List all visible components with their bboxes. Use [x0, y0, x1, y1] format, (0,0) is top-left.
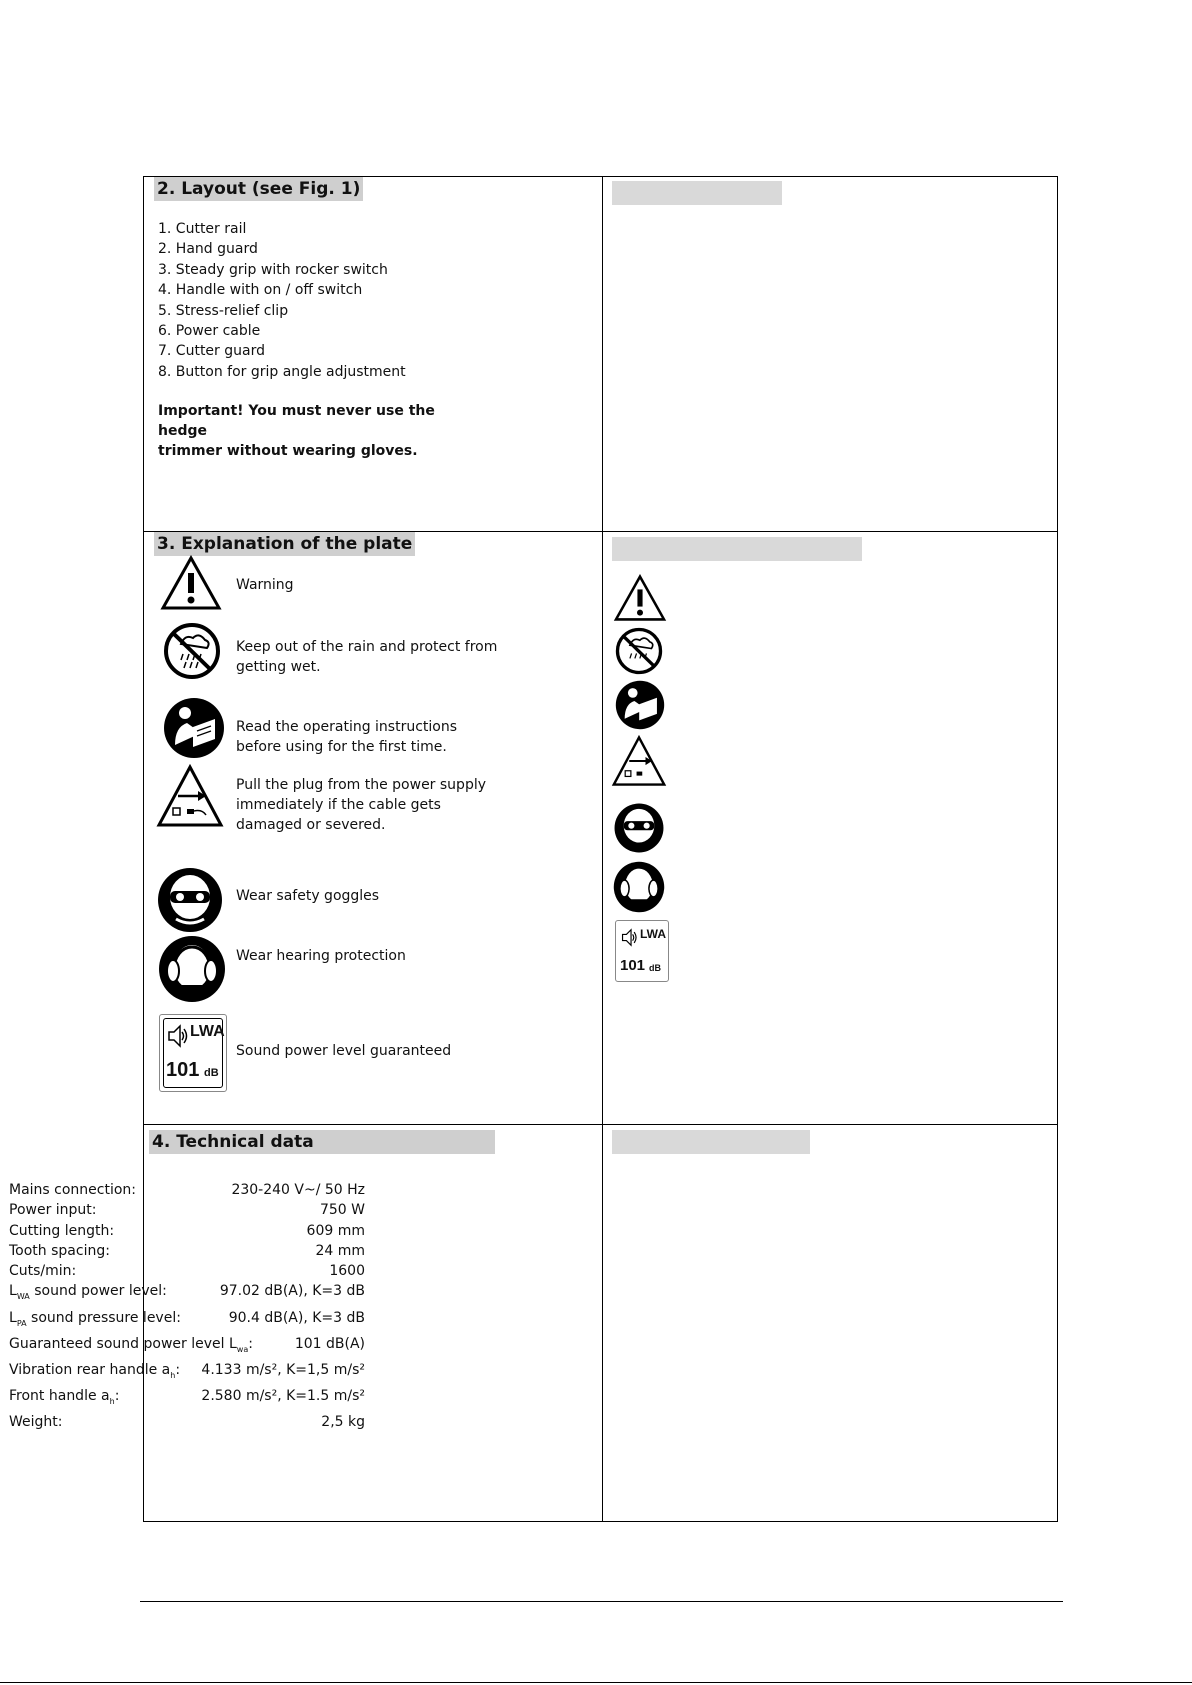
sound-level-badge — [159, 1014, 227, 1092]
tech-value: 101 dB(A) — [294, 1335, 365, 1352]
sound-label: Sound power level guaranteed — [236, 1043, 452, 1059]
tech-label: Power input: — [9, 1202, 97, 1219]
read-manual-icon — [615, 680, 665, 730]
tech-value: 97.02 dB(A), K=3 dB — [219, 1283, 365, 1300]
tech-value: 4.133 m/s², K=1,5 m/s² — [201, 1361, 365, 1378]
list-item: 4. Handle with on / off switch — [158, 282, 363, 299]
tech-value: 750 W — [319, 1202, 365, 1219]
column-divider — [602, 177, 603, 1521]
footer-rule — [140, 1601, 1063, 1602]
tech-row — [9, 1200, 365, 1220]
section-heading-layout: 2. Layout (see Fig. 1) — [154, 177, 363, 201]
tech-row — [9, 1261, 365, 1281]
tech-value: 230-240 V~/ 50 Hz — [231, 1182, 365, 1198]
safety-goggles-icon — [156, 867, 224, 933]
tech-label: Vibration rear handle $a_h$: — [9, 1361, 181, 1380]
rain-warning-text: Keep out of the rain and protect from getting wet. — [236, 639, 498, 675]
tech-label: Mains connection: — [9, 1182, 137, 1198]
hearing-protection-icon — [613, 861, 665, 913]
tech-row — [9, 1360, 365, 1386]
tech-row — [9, 1412, 365, 1432]
warning-icon — [160, 555, 222, 611]
hearing-protection-icon — [158, 935, 226, 1003]
lwa-unit: dB — [649, 963, 661, 973]
tech-row — [9, 1180, 365, 1200]
unplug-icon — [611, 735, 667, 787]
no-rain-icon — [615, 627, 663, 675]
tech-label: Tooth spacing: — [9, 1242, 110, 1259]
tech-value: 2.580 m/s², K=1.5 m/s² — [201, 1387, 365, 1404]
manual-text: Read the operating instructions before using for the first time. — [236, 719, 458, 755]
tech-value: 1600 — [329, 1263, 365, 1280]
speaker-icon — [621, 928, 638, 947]
tech-row — [9, 1386, 365, 1412]
list-item: 1. Cutter rail — [158, 221, 247, 237]
section-heading-tech: 4. Technical data — [149, 1130, 495, 1154]
tech-row — [9, 1241, 365, 1261]
layout-list — [158, 219, 406, 382]
technical-data-list — [9, 1180, 365, 1432]
row-divider-2 — [144, 1124, 1057, 1125]
tech-value: 609 mm — [306, 1222, 365, 1239]
unplug-icon — [156, 764, 224, 828]
important-note: Important! You must never use the hedge trimmer without wearing gloves. — [158, 403, 435, 459]
tech-value: 90.4 dB(A), K=3 dB — [228, 1309, 365, 1326]
tech-label: Front handle $a_h$: — [9, 1387, 120, 1406]
tech-label: Cuts/min: — [9, 1263, 77, 1280]
list-item: 2. Hand guard — [158, 241, 258, 258]
blank-heading-right-3 — [612, 1130, 810, 1154]
lwa-value: 101 — [166, 1059, 200, 1081]
speaker-icon — [167, 1024, 189, 1048]
section-heading-plate: 3. Explanation of the plate — [154, 532, 415, 556]
tech-value: 2,5 kg — [321, 1413, 365, 1430]
list-item: 3. Steady grip with rocker switch — [158, 261, 388, 278]
blank-heading-right-2 — [612, 537, 862, 561]
blank-heading-right-1 — [612, 181, 782, 205]
list-item: 7. Cutter guard — [158, 343, 265, 360]
no-rain-icon — [163, 622, 221, 680]
tech-label: $L_{WA}$ sound power level: — [9, 1283, 167, 1302]
tech-row — [9, 1334, 365, 1360]
tech-row — [9, 1308, 365, 1334]
safety-goggles-icon — [613, 802, 665, 854]
tech-label: Guaranteed sound power level $L_{wa}$: — [9, 1335, 253, 1354]
sound-level-badge — [615, 920, 669, 982]
list-item: 5. Stress-relief clip — [158, 302, 289, 319]
lwa-label: LWA — [640, 927, 666, 941]
tech-label: Weight: — [9, 1413, 63, 1430]
warning-label: Warning — [236, 577, 294, 593]
page-bottom-rule — [0, 1682, 1192, 1683]
lwa-label: LWA — [190, 1023, 225, 1040]
lwa-value: 101 — [620, 957, 646, 974]
tech-label: $L_{PA}$ sound pressure level: — [9, 1309, 181, 1328]
read-manual-icon — [163, 697, 225, 759]
list-item: 8. Button for grip angle adjustment — [158, 363, 406, 380]
lwa-unit: dB — [204, 1067, 219, 1079]
list-item: 6. Power cable — [158, 323, 261, 340]
tech-row — [9, 1221, 365, 1241]
unplug-text: Pull the plug from the power supply immediately if the cable gets damaged or severed. — [236, 777, 487, 833]
tech-row — [9, 1281, 365, 1307]
tech-value: 24 mm — [315, 1242, 365, 1259]
tech-label: Cutting length: — [9, 1222, 115, 1239]
goggles-label: Wear safety goggles — [236, 888, 380, 904]
warning-icon — [613, 574, 667, 622]
hearing-label: Wear hearing protection — [236, 948, 406, 964]
